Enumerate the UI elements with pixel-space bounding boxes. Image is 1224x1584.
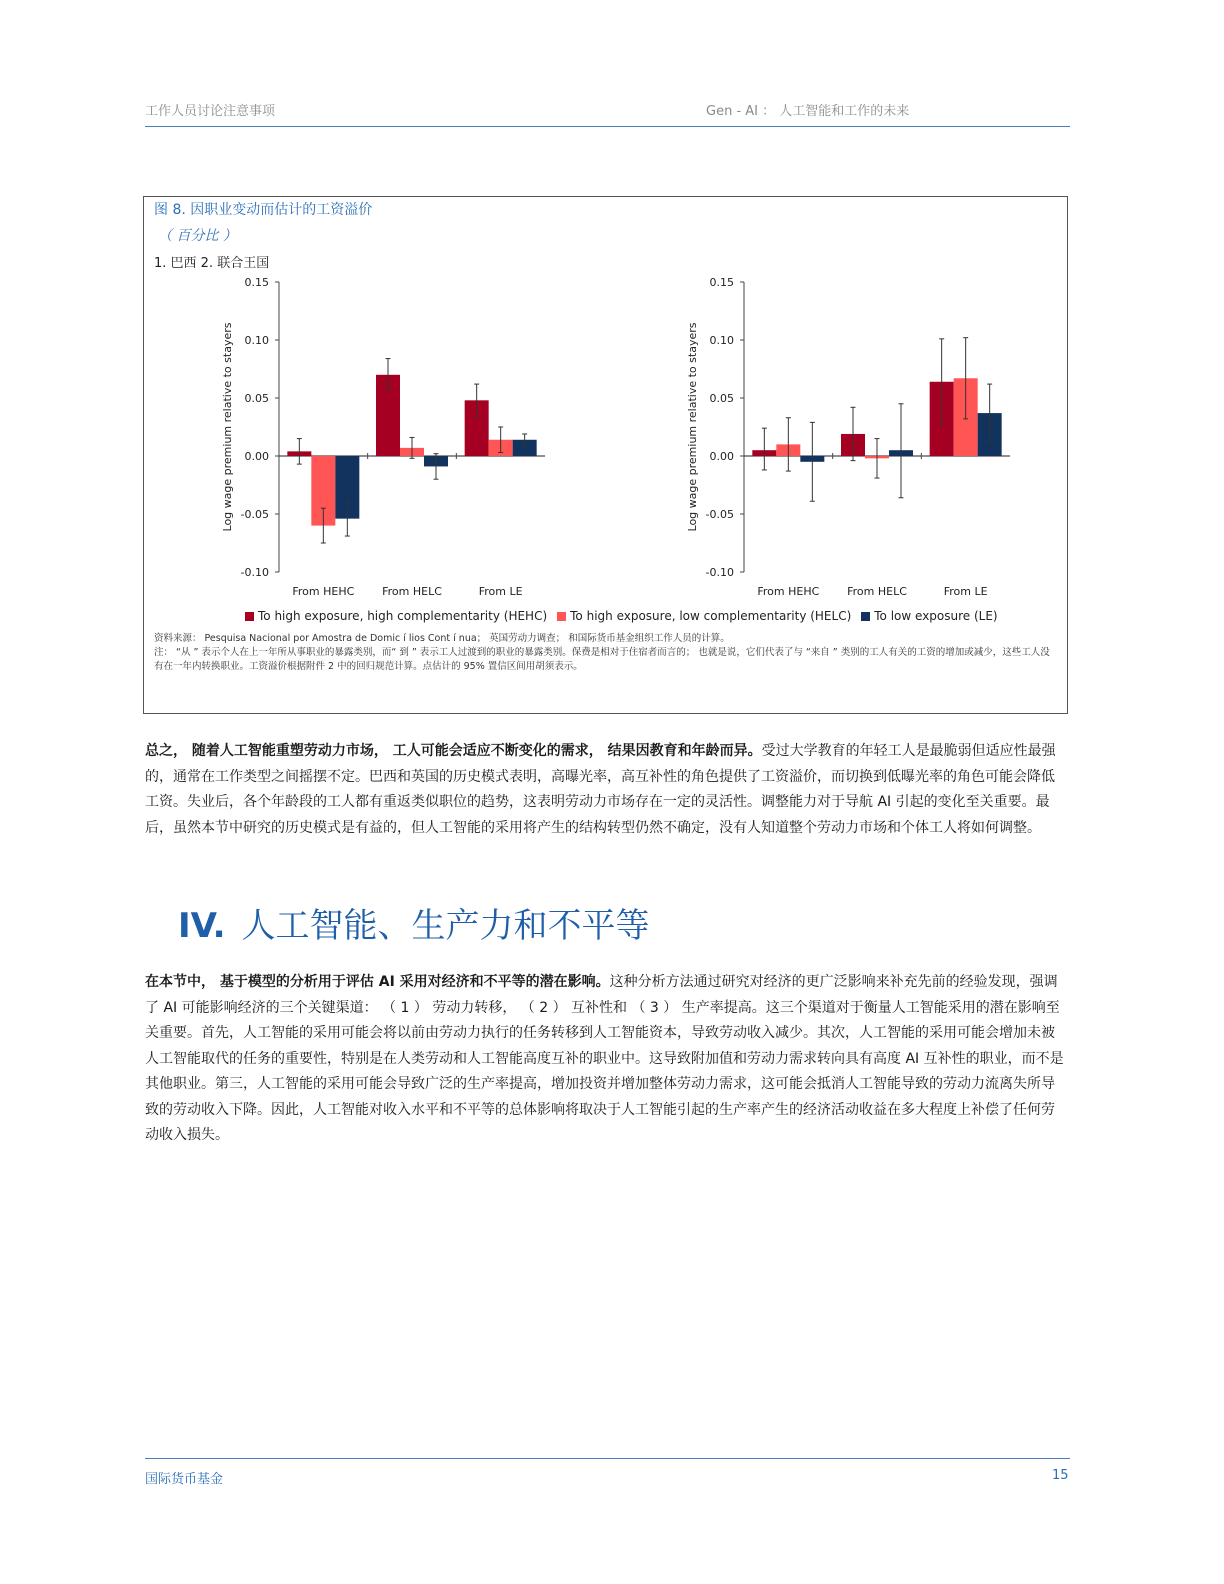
y-tick-label: 0.00 [244, 450, 269, 463]
figure-title: 图 8. 因职业变动而估计的工资溢价 [154, 202, 373, 218]
footer-rule [145, 1458, 1070, 1459]
y-tick-label: 0.10 [244, 334, 269, 347]
x-category-label: From HEHC [757, 585, 820, 598]
footer-publisher: 国际货币基金 [145, 1472, 224, 1487]
y-tick-label: 0.10 [709, 334, 734, 347]
figure-source: 资料来源： Pesquisa Nacional por Amostra de Domic í lios Cont í nua； 英国劳动力调查； 和国际货币基金组织工作人员的计算。 [154, 633, 730, 644]
legend-swatch-hehc [245, 612, 254, 621]
figure-source-notes [154, 632, 1059, 674]
legend-label-helc: To high exposure, low complementarity (HELC) [570, 609, 852, 623]
legend-item-hehc [245, 609, 547, 623]
section-title: 人工智能、生产力和不平等 [241, 906, 650, 946]
chart-united-kingdom [680, 272, 1020, 602]
y-axis-label: Log wage premium relative to stayers [686, 322, 699, 532]
paragraph-section-intro-lead: 在本节中， 基于模型的分析用于评估 AI 采用对经济和不平等的潜在影响。 [145, 974, 610, 990]
y-tick-label: -0.10 [240, 566, 269, 579]
y-tick-label: 0.05 [244, 392, 269, 405]
legend-swatch-le [861, 612, 870, 621]
page-number: 15 [1052, 1468, 1069, 1483]
legend-label-hehc: To high exposure, high complementarity (HEHC) [258, 609, 548, 623]
paragraph-section-intro-body: 这种分析方法通过研究对经济的更广泛影响来补充先前的经验发现，强调了 AI 可能影响经济的三个关键渠道： （ 1 ） 劳动力转移， （ 2 ） 互补性和 （ 3 ） 生产率提高。这三个渠道对于衡量人工智能采用的潜在影响至关重要。首先，人工智能的采用可能会将以前由劳动力执行的任务转移到人工智能资本，导致劳动收入减少。其次，人工智能的采用可能会增加未被人工智能取代的任务的重要性，特别是在人类劳动和人工智能高度互补的职业中。这导致附加值和劳动力需求转向具有高度 AI 互补性的职业，而不是其他职业。第三，人工智能的采用可能会导致广泛的生产率提高，增加投资并增加整体劳动力需求，这可能会抵消人工智能导致的劳动力流离失所导致的劳动收入下降。因此，人工智能对收入水平和不平等的总体影响将取决于人工智能引起的生产率产生的经济活动收益在多大程度上补偿了任何劳动收入损失。 [145, 974, 1064, 1143]
legend-item-le [861, 609, 997, 623]
section-number: IV. [178, 906, 226, 946]
header-rule [145, 126, 1070, 127]
legend-item-helc [557, 609, 851, 623]
paragraph-summary-body: 受过大学教育的年轻工人是最脆弱但适应性最强的，通常在工作类型之间摇摆不定。巴西和英国的历史模式表明，高曝光率，高互补性的角色提供了工资溢价，而切换到低曝光率的角色可能会降低工资。失业后，各个年龄段的工人都有重返类似职位的趋势，这表明劳动力市场存在一定的灵活性。调整能力对于导航 AI 引起的变化至关重要。最后，虽然本节中研究的历史模式是有益的，但人工智能的采用将产生的结构转型仍然不确定，没有人知道整个劳动力市场和个体工人将如何调整。 [145, 743, 1056, 836]
y-tick-label: 0.05 [709, 392, 734, 405]
figure-panel-labels: 1. 巴西 2. 联合王国 [154, 256, 270, 271]
legend-swatch-helc [557, 612, 566, 621]
x-category-label: From LE [478, 585, 523, 598]
y-tick-label: 0.15 [709, 276, 734, 289]
paragraph-section-intro [145, 970, 1065, 1149]
x-category-label: From LE [943, 585, 988, 598]
x-category-label: From HELC [847, 585, 907, 598]
y-tick-label: -0.05 [705, 508, 734, 521]
running-header-left: 工作人员讨论注意事项 [145, 104, 276, 119]
figure-note: 注： “从 ” 表示个人在上一年所从事职业的暴露类别，而“ 到 ” 表示工人过渡到的职业的暴露类别。保费是相对于住宿者而言的； 也就是说，它们代表了与 “来自 ” 类别的工人有关的工资的增加或减少，这些工人没有在一年内转换职业。工资溢价根据附件 2 中的回归规范计算。点估计的 95% 置信区间用胡须表示。 [154, 647, 1050, 672]
section-heading [178, 898, 650, 947]
running-header-right: Gen - AI ： 人工智能和工作的未来 [706, 104, 910, 119]
chart-legend [245, 609, 998, 623]
y-tick-label: 0.00 [709, 450, 734, 463]
figure-subtitle: （ 百分比 ） [158, 228, 237, 244]
x-category-label: From HEHC [292, 585, 355, 598]
paragraph-summary [145, 739, 1065, 841]
y-tick-label: -0.05 [240, 508, 269, 521]
legend-label-le: To low exposure (LE) [874, 609, 998, 623]
y-tick-label: 0.15 [244, 276, 269, 289]
x-category-label: From HELC [382, 585, 442, 598]
y-tick-label: -0.10 [705, 566, 734, 579]
chart-brazil [215, 272, 555, 602]
paragraph-summary-lead: 总之， 随着人工智能重塑劳动力市场， 工人可能会适应不断变化的需求， 结果因教育和年龄而异。 [145, 743, 762, 759]
y-axis-label: Log wage premium relative to stayers [221, 322, 234, 532]
